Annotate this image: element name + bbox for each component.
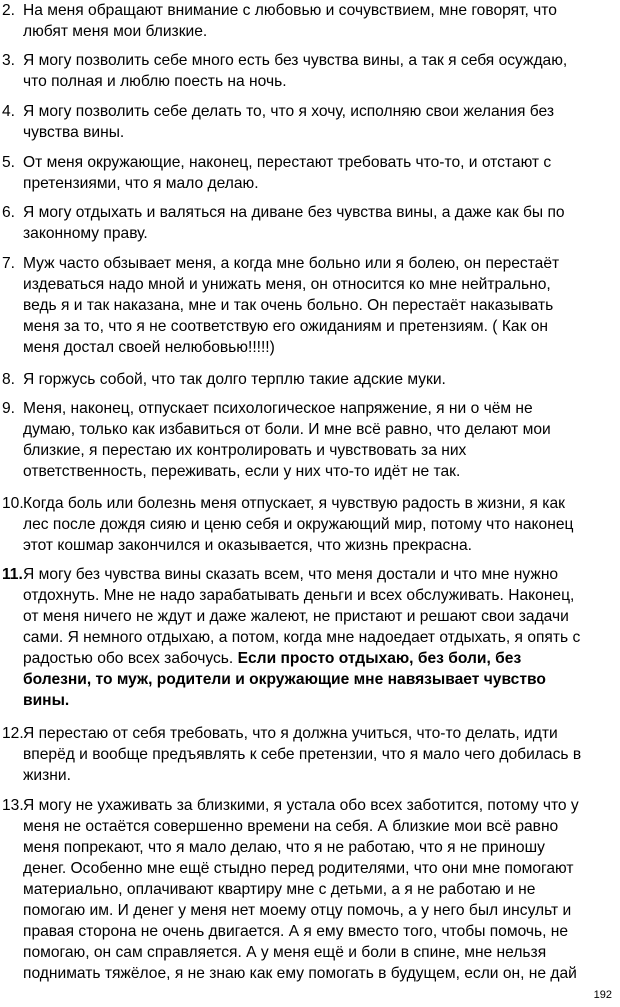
item-line: меня за то, что я не соответствую его ожиданиям и претензиям. ( Как он: [23, 318, 549, 335]
item-line: меня попрекают, что я мало делаю, что я не работаю, что я не приношу: [23, 839, 545, 856]
item-line: материально, оплачивают квартиру мне с детьми, а я не работаю и не: [23, 881, 536, 898]
item-line: от меня ничего не ждут и даже жалеют, не пристают и решают свои задачи: [23, 608, 569, 625]
list-item: [0, 101, 620, 143]
item-line: На меня обращают внимание с любовью и сочувствием, мне говорят, что: [23, 2, 557, 19]
item-number: 3.: [2, 52, 16, 69]
item-line: Я могу позволить себе много есть без чувства вины, а так я себя осуждаю,: [23, 52, 568, 69]
list-item: [0, 253, 620, 358]
item-line: чувства вины.: [23, 124, 125, 141]
list-item: [0, 0, 620, 42]
item-line: Меня, наконец, отпускает психологическое напряжение, я ни о чём не: [23, 400, 533, 417]
item-number: 9.: [2, 400, 16, 417]
item-number: 11.: [2, 566, 23, 583]
item-line: помогаю им. И денег у меня нет моему отцу помочь, а у него был инсульт и: [23, 902, 572, 919]
item-line-mixed: [23, 648, 612, 669]
item-line: отдохнуть. Мне не надо зарабатывать деньги и всех обслуживать. Наконец,: [23, 587, 575, 604]
item-line: Когда боль или болезнь меня отпускает, я чувствую радость в жизни, я как: [23, 495, 565, 512]
item-number: 10.: [2, 495, 24, 512]
list-item: [0, 369, 620, 390]
list-item: [0, 493, 620, 556]
item-number: 5.: [2, 154, 16, 171]
item-line: меня не остаётся совершенно времени на себя. А близкие мои всё равно: [23, 818, 559, 835]
item-number: 4.: [2, 103, 16, 120]
item-line: От меня окружающие, наконец, перестают требовать что-то, и отстают с: [23, 154, 552, 171]
list-item: [0, 398, 620, 482]
item-number: 6.: [2, 204, 16, 221]
item-line: Я перестаю от себя требовать, что я должна учиться, что-то делать, идти: [23, 725, 558, 742]
item-line: этот кошмар закончился и оказывается, что жизнь прекрасна.: [23, 537, 472, 554]
item-line: сами. Я немного отдыхаю, а потом, когда мне надоедает отдыхать, я опять с: [23, 629, 581, 646]
item-number: 7.: [2, 255, 16, 272]
item-line: Муж часто обзывает меня, а когда мне больно или я болею, он перестаёт: [23, 255, 560, 272]
item-line: меня достал своей нелюбовью!!!!!): [23, 339, 275, 356]
item-line: претензиями, что я мало делаю.: [23, 175, 259, 192]
item-line-bold: вины.: [23, 692, 70, 709]
item-number: 8.: [2, 371, 16, 388]
item-line: вперёд и вообще предъявлять к себе претензии, что я мало чего добилась в: [23, 746, 582, 763]
list-item: [0, 795, 620, 984]
item-line-normal-part: радостью обо всех забочусь.: [23, 650, 238, 667]
item-line: Я горжусь собой, что так долго терплю такие адские муки.: [23, 371, 446, 388]
item-line: лес после дождя сияю и ценю себя и окружающий мир, потому что наконец: [23, 516, 574, 533]
item-line: близкие, я перестаю их контролировать и чувствовать за них: [23, 442, 467, 459]
list-item: [0, 723, 620, 786]
list-item: [0, 50, 620, 92]
item-line-bold-part: Если просто отдыхаю, без боли, без: [237, 650, 522, 667]
list-item: [0, 202, 620, 244]
item-line: издеваться надо мной и унижать меня, он относится ко мне нейтрально,: [23, 276, 551, 293]
item-line: поднимать тяжёлое, я не знаю как ему помогать в будущем, если он, не дай: [23, 965, 577, 982]
item-line: Я могу позволить себе делать то, что я хочу, исполняю свои желания без: [23, 103, 555, 120]
item-line: ведь я и так наказана, мне и так очень больно. Он перестаёт наказывать: [23, 297, 554, 314]
item-line: денег. Особенно мне ещё стыдно перед родителями, что они мне помогают: [23, 860, 574, 877]
item-number: 13.: [2, 797, 24, 814]
item-line: ответственность, переживать, если у них что-то идёт не так.: [23, 463, 461, 480]
item-line: что полная и люблю поесть на ночь.: [23, 73, 287, 90]
item-line: Я могу не ухаживать за близкими, я устала обо всех заботится, потому что у: [23, 797, 579, 814]
list-item: [0, 564, 620, 711]
item-line: законному праву.: [23, 225, 148, 242]
item-line: Я могу без чувства вины сказать всем, что меня достали и что мне нужно: [23, 566, 559, 583]
list-item: [0, 152, 620, 194]
item-line: помогаю, он сам справляется. А у меня ещё и боли в спине, мне нельзя: [23, 944, 547, 961]
item-line: любят меня мои близкие.: [23, 23, 208, 40]
item-line: жизни.: [23, 767, 71, 784]
item-line: Я могу отдыхать и валяться на диване без чувства вины, а даже как бы по: [23, 204, 565, 221]
item-line-bold: болезни, то муж, родители и окружающие мне навязывает чувство: [23, 671, 546, 688]
item-line: думаю, только как избавиться от боли. И мне всё равно, что делают мои: [23, 421, 551, 438]
item-line: правая сторона не очень двигается. А я ему вместо того, чтобы помочь, не: [23, 923, 569, 940]
item-number: 2.: [2, 2, 16, 19]
item-number: 12.: [2, 725, 24, 742]
page-number: 192: [593, 989, 612, 1001]
